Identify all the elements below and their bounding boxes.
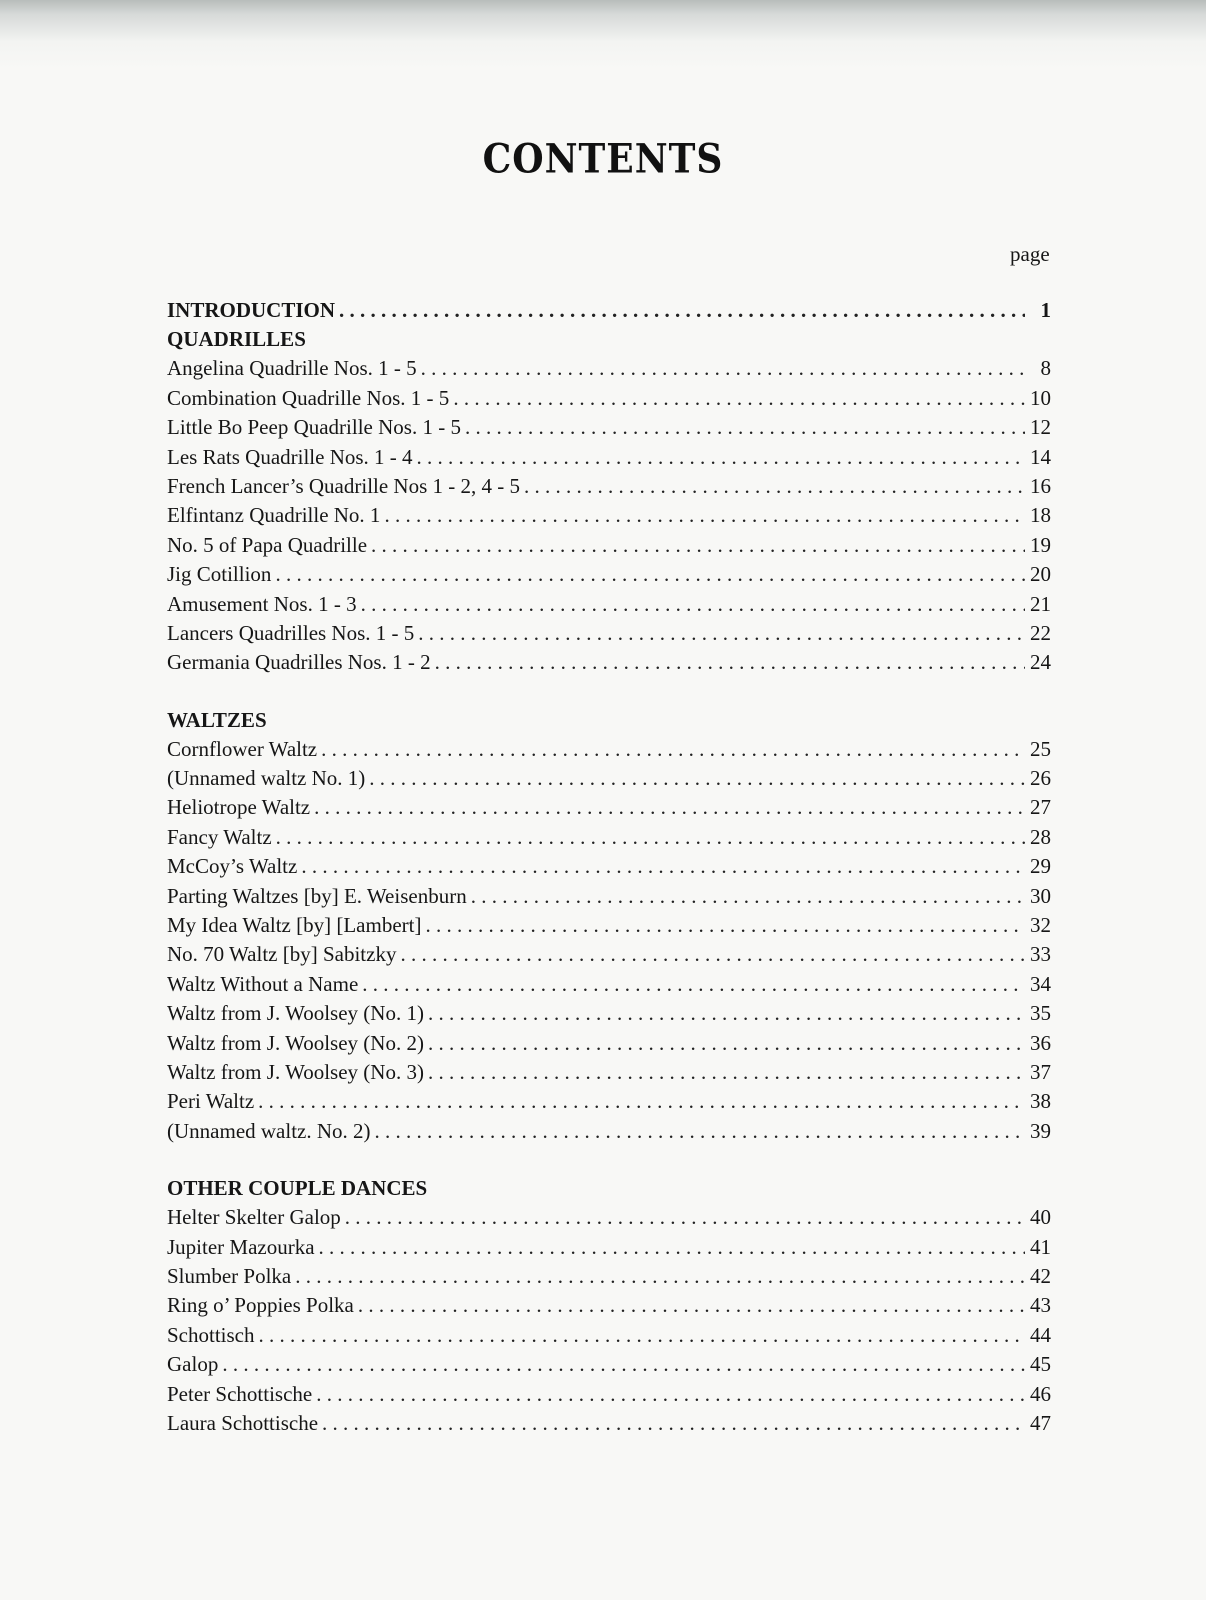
page-title: CONTENTS [482,135,724,183]
dot-leader [524,472,1025,501]
toc-entry [167,940,1051,969]
dot-leader [417,443,1025,472]
toc-entry-page: 45 [1030,1352,1051,1377]
toc-entry-page: 21 [1030,591,1051,616]
toc-entry-page: 38 [1030,1089,1051,1114]
toc-entry-title: Combination Quadrille Nos. 1 - 5 [167,385,450,410]
toc-entry-title: McCoy’s Waltz [167,854,298,879]
toc-entry-page: 46 [1030,1381,1051,1406]
dot-leader [425,911,1025,940]
toc-entry [167,619,1051,648]
dot-leader [384,501,1025,530]
dot-leader [428,1029,1025,1058]
toc-entry-title: Waltz from J. Woolsey (No. 3) [167,1059,424,1084]
toc-entry-title: Parting Waltzes [by] E. Weisenburn [167,883,467,908]
dot-leader [471,882,1025,911]
toc-entry-page: 8 [1040,356,1051,381]
toc-entry [167,531,1051,560]
toc-entry-title: Waltz from J. Woolsey (No. 1) [167,1001,424,1026]
toc-entry [167,354,1051,383]
toc-entry-title: Ring o’ Poppies Polka [167,1293,354,1318]
toc-entry-page: 34 [1030,971,1051,996]
section-other-couple-dances [167,1174,1051,1438]
toc-entry-title: (Unnamed waltz. No. 2) [167,1118,371,1143]
section-heading: QUADRILLES [167,327,306,352]
dot-leader [321,735,1025,764]
toc-entry [167,970,1051,999]
section-quadrilles [167,325,1051,677]
toc-entry-page: 47 [1030,1410,1051,1435]
toc-entry-page: 27 [1030,795,1051,820]
dot-leader [428,1058,1025,1087]
dot-leader [375,1117,1025,1146]
toc-entry-page: 19 [1030,532,1051,557]
toc-entry-page: 20 [1030,562,1051,587]
toc-entry-title: Jig Cotillion [167,562,272,587]
toc-entry-title: INTRODUCTION [167,298,336,322]
toc-entry-page: 18 [1030,503,1051,528]
toc-entry-title: Elfintanz Quadrille No. 1 [167,503,381,528]
dot-leader [316,1380,1025,1409]
toc-entry [167,911,1051,940]
dot-leader [222,1350,1025,1379]
toc-entry-title: (Unnamed waltz No. 1) [167,766,366,791]
toc-entry [167,1058,1051,1087]
toc-entry-title: No. 5 of Papa Quadrille [167,532,368,557]
dot-leader [371,531,1025,560]
toc-entry [167,590,1051,619]
dot-leader [418,619,1025,648]
toc-entry-page: 14 [1030,444,1051,469]
dot-leader [339,296,1025,325]
toc-entry-title: Les Rats Quadrille Nos. 1 - 4 [167,444,413,469]
dot-leader [465,413,1025,442]
toc-entry-title: Laura Schottische [167,1410,319,1435]
toc-entry-page: 22 [1030,620,1051,645]
toc-entry-title: Jupiter Mazourka [167,1234,315,1259]
toc-entry-title: Cornflower Waltz [167,736,318,761]
toc-entry-page: 39 [1030,1118,1051,1143]
toc-entry-page: 41 [1030,1234,1051,1259]
toc-entry-page: 26 [1030,766,1051,791]
toc-entry-page: 28 [1030,824,1051,849]
section-heading: WALTZES [167,707,267,732]
dot-leader [322,1409,1025,1438]
dot-leader [345,1203,1025,1232]
toc-entry-title: Waltz from J. Woolsey (No. 2) [167,1030,424,1055]
toc-entry [167,735,1051,764]
dot-leader [301,852,1025,881]
toc-entry [167,1087,1051,1116]
toc-entry-title: Lancers Quadrilles Nos. 1 - 5 [167,620,415,645]
toc-entry [167,1117,1051,1146]
table-of-contents [167,296,1051,1438]
toc-entry [167,1350,1051,1379]
toc-entry-title: Heliotrope Waltz [167,795,311,820]
section-heading: OTHER COUPLE DANCES [167,1176,428,1201]
toc-entry-page: 37 [1030,1059,1051,1084]
toc-entry [167,413,1051,442]
toc-entry-page: 35 [1030,1001,1051,1026]
toc-entry-page: 1 [1040,298,1051,322]
dot-leader [421,354,1025,383]
toc-entry-title: Fancy Waltz [167,824,272,849]
toc-entry-introduction [167,296,1051,325]
dot-leader [275,560,1025,589]
toc-entry-page: 10 [1030,385,1051,410]
toc-entry [167,1409,1051,1438]
toc-entry [167,472,1051,501]
toc-entry [167,384,1051,413]
toc-entry-title: Germania Quadrilles Nos. 1 - 2 [167,650,431,675]
dot-leader [400,940,1025,969]
dot-leader [435,648,1025,677]
toc-entry [167,882,1051,911]
toc-entry [167,560,1051,589]
toc-entry-title: No. 70 Waltz [by] Sabitzky [167,942,397,967]
toc-entry-title: Galop [167,1352,219,1377]
toc-entry-page: 24 [1030,650,1051,675]
dot-leader [453,384,1025,413]
toc-entry [167,793,1051,822]
dot-leader [314,793,1025,822]
dot-leader [276,823,1025,852]
toc-entry-title: Little Bo Peep Quadrille Nos. 1 - 5 [167,415,461,440]
section-introduction [167,296,1051,325]
toc-entry [167,764,1051,793]
toc-entry [167,823,1051,852]
dot-leader [362,970,1025,999]
toc-entry [167,443,1051,472]
toc-entry [167,1203,1051,1232]
toc-entry-title: French Lancer’s Quadrille Nos 1 - 2, 4 - 5 [167,473,521,498]
toc-entry [167,852,1051,881]
toc-entry-title: Waltz Without a Name [167,971,359,996]
dot-leader [319,1233,1025,1262]
toc-entry [167,1233,1051,1262]
toc-entry-title: Angelina Quadrille Nos. 1 - 5 [167,356,417,381]
dot-leader [369,764,1025,793]
toc-entry-page: 16 [1030,473,1051,498]
toc-entry-page: 32 [1030,913,1051,938]
toc-entry-page: 29 [1030,854,1051,879]
toc-entry-page: 25 [1030,736,1051,761]
toc-entry-title: Helter Skelter Galop [167,1205,341,1230]
toc-entry-page: 42 [1030,1263,1051,1288]
toc-entry [167,1262,1051,1291]
toc-entry [167,1029,1051,1058]
toc-entry [167,999,1051,1028]
toc-entry-title: Peter Schottische [167,1381,313,1406]
section-waltzes [167,706,1051,1146]
toc-entry-page: 44 [1030,1322,1051,1347]
dot-leader [259,1321,1026,1350]
toc-entry-title: Peri Waltz [167,1089,255,1114]
page-column-label: page [1010,242,1050,266]
toc-entry-title: Slumber Polka [167,1263,292,1288]
dot-leader [258,1087,1025,1116]
toc-entry-page: 36 [1030,1030,1051,1055]
toc-entry [167,1380,1051,1409]
toc-entry-page: 12 [1030,415,1051,440]
dot-leader [428,999,1025,1028]
toc-entry [167,501,1051,530]
toc-entry [167,1291,1051,1320]
toc-entry-page: 33 [1030,942,1051,967]
toc-entry-page: 40 [1030,1205,1051,1230]
toc-entry [167,648,1051,677]
toc-entry-page: 43 [1030,1293,1051,1318]
dot-leader [361,590,1025,619]
toc-entry-title: My Idea Waltz [by] [Lambert] [167,913,422,938]
toc-entry-page: 30 [1030,883,1051,908]
toc-entry [167,1321,1051,1350]
dot-leader [295,1262,1025,1291]
toc-entry-title: Schottisch [167,1322,255,1347]
dot-leader [358,1291,1025,1320]
toc-entry-title: Amusement Nos. 1 - 3 [167,591,357,616]
